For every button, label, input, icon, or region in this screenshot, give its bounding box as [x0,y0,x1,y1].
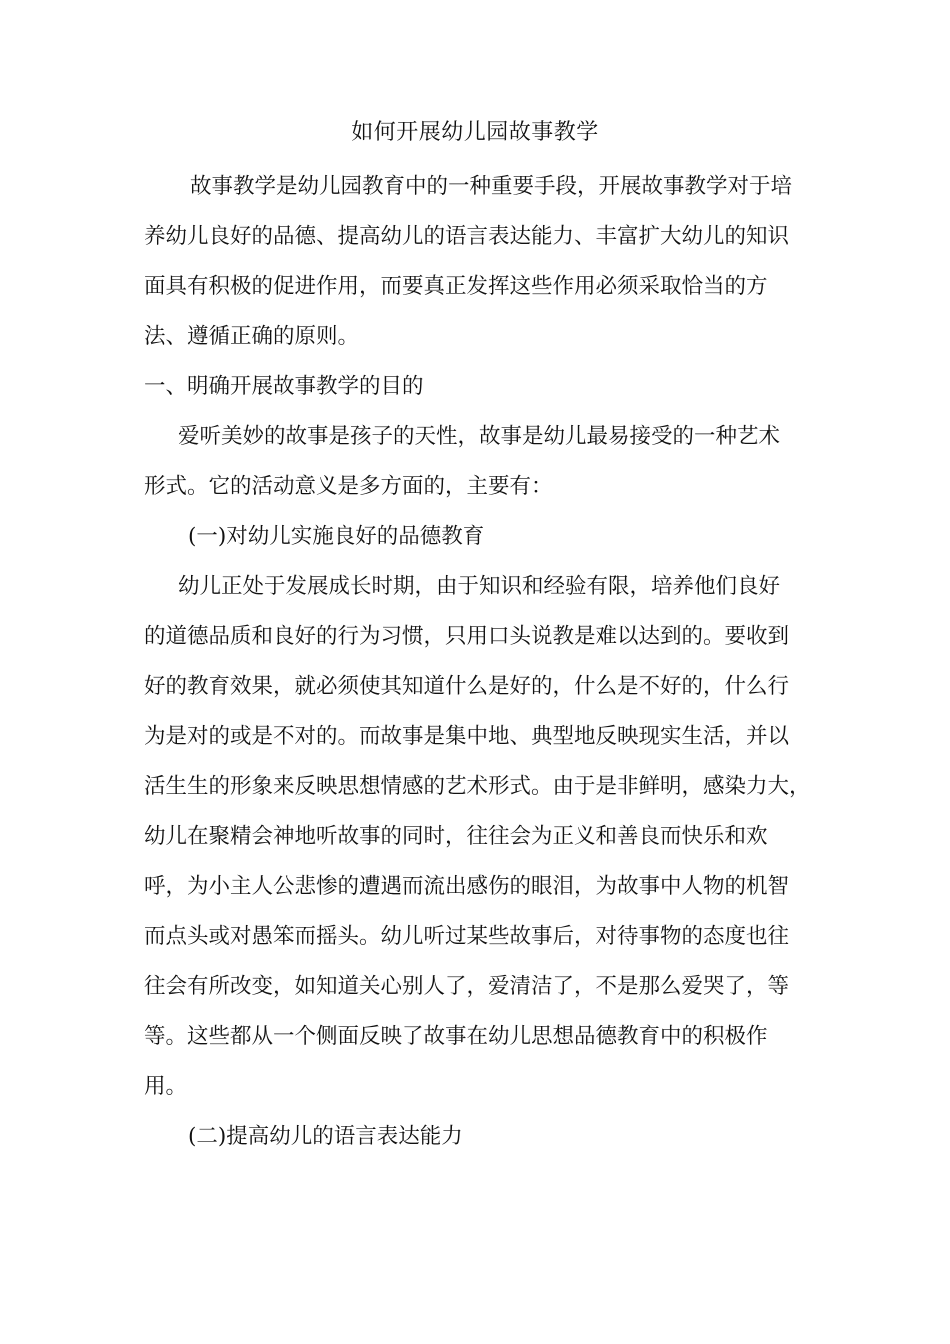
paragraph-line: 等。这些都从一个侧面反映了故事在幼儿思想品德教育中的积极作 [144,1024,768,1049]
paragraph-line: 养幼儿良好的品德、提高幼儿的语言表达能力、丰富扩大幼儿的知识 [144,224,790,249]
paragraph-line: 幼儿正处于发展成长时期，由于知识和经验有限，培养他们良好 [178,574,781,599]
paragraph-line: 好的教育效果，就必须使其知道什么是好的，什么是不好的，什么行 [144,674,790,699]
paragraph-line: 往会有所改变，如知道关心别人了，爱清洁了，不是那么爱哭了，等 [144,974,790,999]
paragraph-line: 活生生的形象来反映思想情感的艺术形式。由于是非鲜明，感染力大， [144,774,811,799]
paragraph-line: 呼，为小主人公悲惨的遭遇而流出感伤的眼泪，为故事中人物的机智 [144,874,790,899]
document-title: 如何开展幼儿园故事教学 [351,120,599,145]
subsection-heading: (二)提高幼儿的语言表达能力 [188,1124,463,1149]
paragraph-line: 面具有积极的促进作用，而要真正发挥这些作用必须采取恰当的方 [144,274,768,299]
paragraph-line: 故事教学是幼儿园教育中的一种重要手段，开展故事教学对于培 [190,174,793,199]
paragraph-line: 爱听美妙的故事是孩子的天性，故事是幼儿最易接受的一种艺术 [178,424,781,449]
subsection-heading: (一)对幼儿实施良好的品德教育 [188,524,485,549]
paragraph-line: 幼儿在聚精会神地听故事的同时，往往会为正义和善良而快乐和欢 [144,824,768,849]
paragraph-line: 的道德品质和良好的行为习惯，只用口头说教是难以达到的。要收到 [144,624,790,649]
paragraph-line: 而点头或对愚笨而摇头。幼儿听过某些故事后，对待事物的态度也往 [144,924,790,949]
section-heading: 一、明确开展故事教学的目的 [144,374,424,399]
paragraph-line: 为是对的或是不对的。而故事是集中地、典型地反映现实生活，并以 [144,724,790,749]
paragraph-line: 用。 [144,1074,188,1099]
paragraph-line: 形式。它的活动意义是多方面的，主要有： [144,474,553,499]
paragraph-line: 法、遵循正确的原则。 [144,324,360,349]
